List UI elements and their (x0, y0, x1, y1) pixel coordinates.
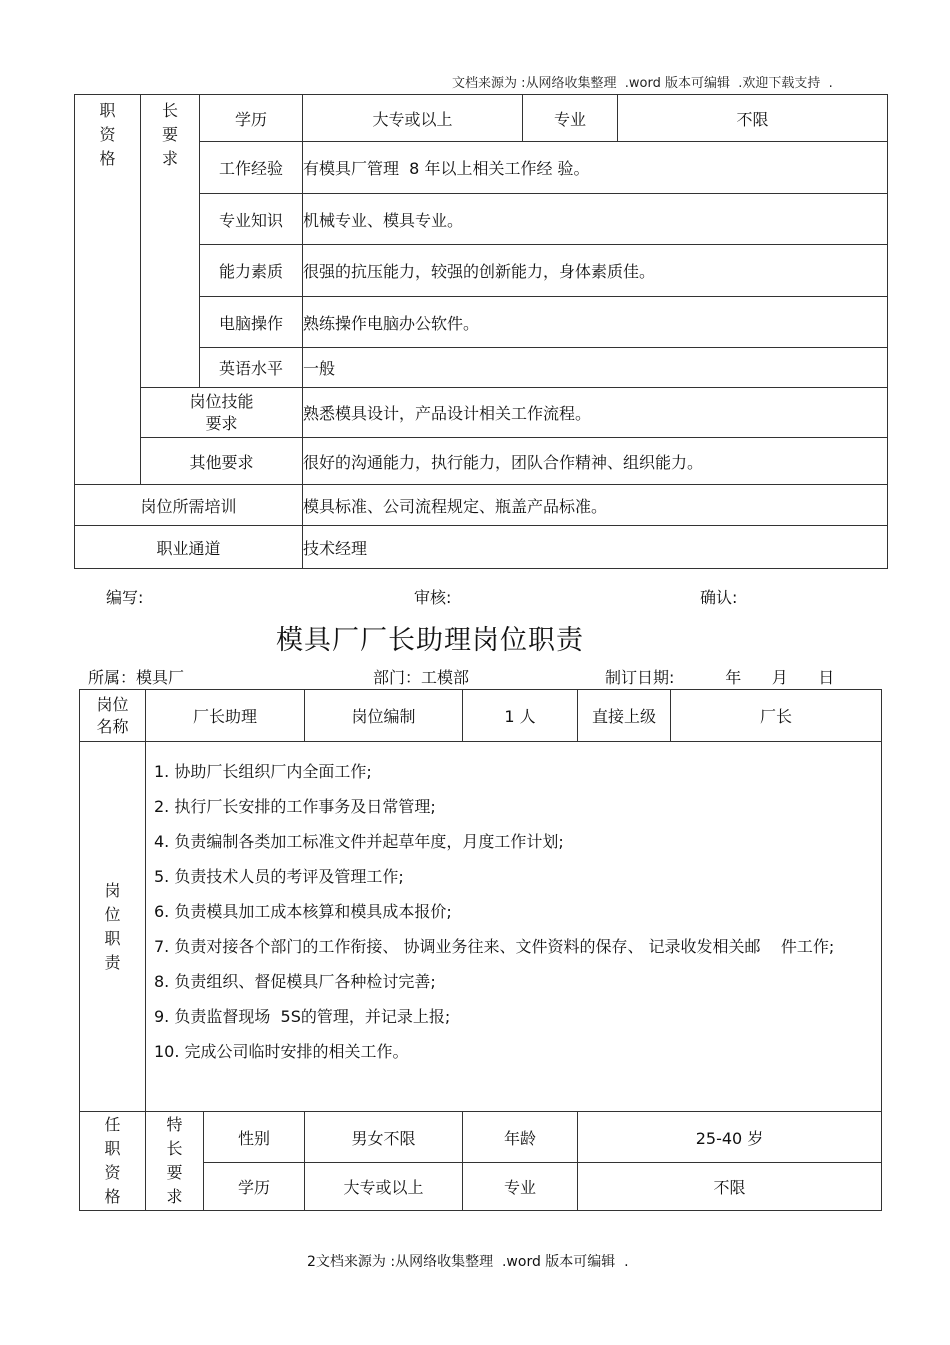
computer-label: 电脑操作 (200, 297, 303, 348)
experience-label: 工作经验 (200, 142, 303, 194)
review-signature: 审核: (414, 588, 452, 607)
age-value: 25-40 岁 (578, 1112, 882, 1163)
gender-value: 男女不限 (305, 1112, 463, 1163)
training-label: 岗位所需培训 (75, 485, 303, 526)
duty-item: 9. 负责监督现场 5S的管理，并记录上报; (154, 1007, 451, 1026)
issue-date: 制订日期: 年 月 日 (605, 668, 835, 687)
special-requirement-label: 长 要 求 (141, 95, 200, 388)
department: 部门：工模部 (373, 668, 470, 687)
gender-label: 性别 (204, 1112, 305, 1163)
duties-cell (146, 742, 882, 1112)
document-title: 模具厂厂长助理岗位职责 (276, 625, 584, 656)
education-value: 大专或以上 (303, 95, 523, 142)
duty-item: 10. 完成公司临时安排的相关工作。 (154, 1042, 409, 1061)
position-name-label: 岗位 名称 (80, 690, 146, 742)
education-label-2: 学历 (204, 1163, 305, 1211)
major-label-2: 专业 (463, 1163, 578, 1211)
duty-item: 1. 协助厂长组织厂内全面工作; (154, 762, 372, 781)
special-label: 特 长 要 求 (146, 1112, 204, 1211)
duties-list (146, 742, 881, 1079)
skill-label: 岗位技能 要求 (141, 388, 303, 438)
header-note: 文档来源为 :从网络收集整理 .word 版本可编辑 .欢迎下载支持 . (452, 76, 833, 91)
age-label: 年龄 (463, 1112, 578, 1163)
duty-item: 5. 负责技术人员的考评及管理工作; (154, 867, 404, 886)
computer-value: 熟练操作电脑办公软件。 (303, 297, 888, 348)
qualification-label: 任 职 资 格 (80, 1112, 146, 1211)
write-signature: 编写: (106, 588, 144, 607)
experience-value: 有模具厂管理 8 年以上相关工作经 验。 (303, 142, 888, 194)
job-duty-table (79, 689, 882, 1211)
duty-item: 6. 负责模具加工成本核算和模具成本报价; (154, 902, 452, 921)
duties-label: 岗 位 职 责 (80, 742, 146, 1112)
footer-note: 2文档来源为 :从网络收集整理 .word 版本可编辑 . (307, 1254, 629, 1270)
english-label: 英语水平 (200, 348, 303, 388)
position-quota-value: 1 人 (463, 690, 578, 742)
qualification-group-label: 职 资 格 (75, 95, 141, 485)
position-quota-label: 岗位编制 (305, 690, 463, 742)
superior-value: 厂长 (671, 690, 882, 742)
qualification-table (74, 94, 888, 569)
career-value: 技术经理 (303, 526, 888, 569)
english-value: 一般 (303, 348, 888, 388)
education-value-2: 大专或以上 (305, 1163, 463, 1211)
education-label: 学历 (200, 95, 303, 142)
superior-label: 直接上级 (578, 690, 671, 742)
ability-value: 很强的抗压能力，较强的创新能力，身体素质佳。 (303, 245, 888, 297)
duty-item: 2. 执行厂长安排的工作事务及日常管理; (154, 797, 436, 816)
duty-item: 8. 负责组织、督促模具厂各种检讨完善; (154, 972, 436, 991)
major-value-2: 不限 (578, 1163, 882, 1211)
knowledge-label: 专业知识 (200, 194, 303, 245)
knowledge-value: 机械专业、模具专业。 (303, 194, 888, 245)
ability-label: 能力素质 (200, 245, 303, 297)
training-value: 模具标准、公司流程规定、瓶盖产品标准。 (303, 485, 888, 526)
duty-item: 7. 负责对接各个部门的工作衔接、 协调业务往来、文件资料的保存、 记录收发相关邮 件工作; (154, 937, 835, 956)
major-label: 专业 (523, 95, 618, 142)
major-value: 不限 (618, 95, 888, 142)
affiliation: 所属：模具厂 (88, 668, 185, 687)
skill-value: 熟悉模具设计，产品设计相关工作流程。 (303, 388, 888, 438)
duty-item: 4. 负责编制各类加工标准文件并起草年度，月度工作计划; (154, 832, 564, 851)
confirm-signature: 确认: (700, 588, 738, 607)
other-label: 其他要求 (141, 438, 303, 485)
position-name-value: 厂长助理 (146, 690, 305, 742)
career-label: 职业通道 (75, 526, 303, 569)
other-value: 很好的沟通能力，执行能力，团队合作精神、组织能力。 (303, 438, 888, 485)
